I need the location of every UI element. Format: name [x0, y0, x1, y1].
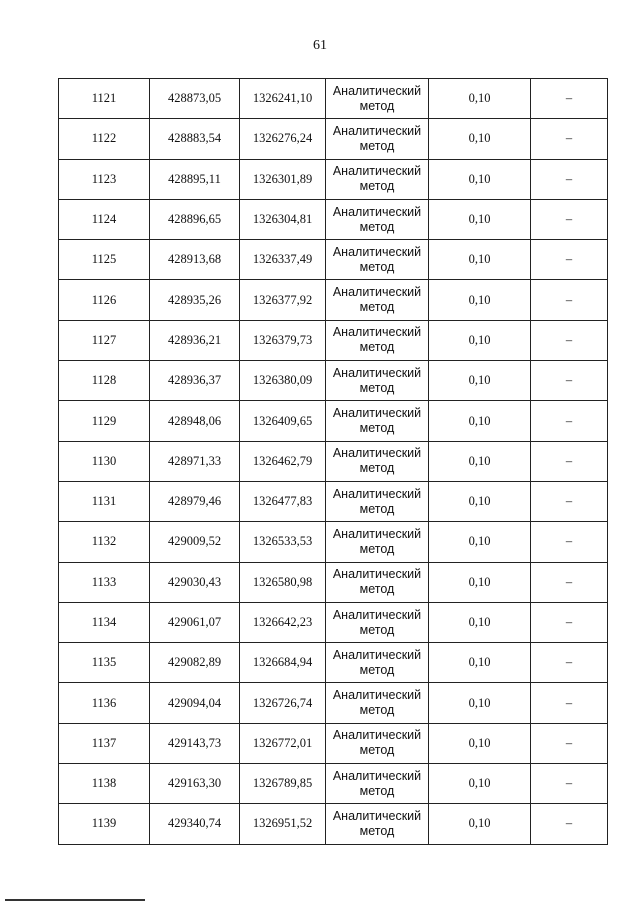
method-text: Аналитический	[332, 486, 422, 501]
note-cell: –	[531, 683, 608, 723]
method-cell	[326, 804, 429, 844]
note-cell: –	[531, 159, 608, 199]
table-row	[59, 643, 608, 683]
method-text: Аналитический	[332, 325, 422, 340]
accuracy-cell: 0,10	[429, 643, 531, 683]
method-text: Аналитический	[332, 607, 422, 622]
method-text: Аналитический	[332, 204, 422, 219]
point-number-cell: 1121	[59, 79, 150, 119]
note-cell: –	[531, 643, 608, 683]
note-cell: –	[531, 602, 608, 642]
point-number-cell: 1122	[59, 119, 150, 159]
coordinate-x-cell: 428948,06	[150, 401, 240, 441]
method-text: метод	[359, 582, 395, 597]
method-cell	[326, 119, 429, 159]
method-text: метод	[359, 138, 395, 153]
point-number-cell: 1130	[59, 441, 150, 481]
coordinate-y-cell: 1326726,74	[240, 683, 326, 723]
note-cell: –	[531, 280, 608, 320]
table-row	[59, 159, 608, 199]
point-number-cell: 1124	[59, 199, 150, 239]
note-cell: –	[531, 481, 608, 521]
accuracy-cell: 0,10	[429, 522, 531, 562]
coordinate-x-cell: 428896,65	[150, 199, 240, 239]
coordinate-y-cell: 1326301,89	[240, 159, 326, 199]
method-text: метод	[359, 219, 395, 234]
note-cell: –	[531, 723, 608, 763]
coordinate-x-cell: 429009,52	[150, 522, 240, 562]
method-text: метод	[359, 380, 395, 395]
coordinate-y-cell: 1326533,53	[240, 522, 326, 562]
coordinate-x-cell: 429094,04	[150, 683, 240, 723]
table-row	[59, 562, 608, 602]
table-row	[59, 199, 608, 239]
coordinate-x-cell: 429030,43	[150, 562, 240, 602]
coordinate-y-cell: 1326642,23	[240, 602, 326, 642]
point-number-cell: 1135	[59, 643, 150, 683]
table-row	[59, 804, 608, 844]
point-number-cell: 1128	[59, 361, 150, 401]
method-text: Аналитический	[332, 244, 422, 259]
note-cell: –	[531, 320, 608, 360]
method-text: метод	[359, 259, 395, 274]
note-cell: –	[531, 361, 608, 401]
accuracy-cell: 0,10	[429, 361, 531, 401]
method-cell	[326, 723, 429, 763]
accuracy-cell: 0,10	[429, 481, 531, 521]
method-cell	[326, 441, 429, 481]
method-cell	[326, 562, 429, 602]
coordinate-y-cell: 1326772,01	[240, 723, 326, 763]
coordinate-x-cell: 428979,46	[150, 481, 240, 521]
accuracy-cell: 0,10	[429, 119, 531, 159]
table-row	[59, 320, 608, 360]
point-number-cell: 1134	[59, 602, 150, 642]
method-text: Аналитический	[332, 567, 422, 582]
method-text: Аналитический	[332, 446, 422, 461]
accuracy-cell: 0,10	[429, 764, 531, 804]
note-cell: –	[531, 199, 608, 239]
method-cell	[326, 522, 429, 562]
note-cell: –	[531, 401, 608, 441]
note-cell: –	[531, 804, 608, 844]
method-text: Аналитический	[332, 688, 422, 703]
coordinates-table-body	[59, 79, 608, 845]
coordinate-y-cell: 1326477,83	[240, 481, 326, 521]
accuracy-cell: 0,10	[429, 723, 531, 763]
method-text: Аналитический	[332, 808, 422, 823]
method-text: метод	[359, 421, 395, 436]
table-row	[59, 602, 608, 642]
table-row	[59, 683, 608, 723]
coordinate-x-cell: 428895,11	[150, 159, 240, 199]
coordinate-y-cell: 1326789,85	[240, 764, 326, 804]
table-row	[59, 481, 608, 521]
note-cell: –	[531, 764, 608, 804]
coordinate-y-cell: 1326462,79	[240, 441, 326, 481]
method-text: метод	[359, 783, 395, 798]
method-cell	[326, 683, 429, 723]
point-number-cell: 1133	[59, 562, 150, 602]
point-number-cell: 1123	[59, 159, 150, 199]
note-cell: –	[531, 79, 608, 119]
method-text: Аналитический	[332, 365, 422, 380]
coordinate-y-cell: 1326276,24	[240, 119, 326, 159]
method-text: метод	[359, 823, 395, 838]
method-text: метод	[359, 622, 395, 637]
method-cell	[326, 643, 429, 683]
method-text: метод	[359, 662, 395, 677]
footer-divider	[5, 899, 145, 901]
accuracy-cell: 0,10	[429, 159, 531, 199]
method-cell	[326, 320, 429, 360]
method-text: Аналитический	[332, 728, 422, 743]
coordinates-table	[58, 78, 608, 845]
accuracy-cell: 0,10	[429, 683, 531, 723]
coordinate-x-cell: 429061,07	[150, 602, 240, 642]
note-cell: –	[531, 240, 608, 280]
method-text: Аналитический	[332, 285, 422, 300]
table-row	[59, 764, 608, 804]
point-number-cell: 1137	[59, 723, 150, 763]
table-row	[59, 280, 608, 320]
method-text: Аналитический	[332, 83, 422, 98]
coordinate-x-cell: 428935,26	[150, 280, 240, 320]
method-cell	[326, 361, 429, 401]
coordinate-x-cell: 428883,54	[150, 119, 240, 159]
method-text: метод	[359, 743, 395, 758]
point-number-cell: 1125	[59, 240, 150, 280]
coordinate-y-cell: 1326684,94	[240, 643, 326, 683]
method-text: метод	[359, 98, 395, 113]
point-number-cell: 1127	[59, 320, 150, 360]
table-row	[59, 441, 608, 481]
table-row	[59, 79, 608, 119]
method-cell	[326, 764, 429, 804]
point-number-cell: 1136	[59, 683, 150, 723]
point-number-cell: 1138	[59, 764, 150, 804]
method-text: Аналитический	[332, 768, 422, 783]
table-row	[59, 240, 608, 280]
method-text: метод	[359, 340, 395, 355]
method-text: Аналитический	[332, 164, 422, 179]
note-cell: –	[531, 441, 608, 481]
method-text: Аналитический	[332, 123, 422, 138]
accuracy-cell: 0,10	[429, 280, 531, 320]
coordinate-x-cell: 428971,33	[150, 441, 240, 481]
table-row	[59, 119, 608, 159]
coordinate-y-cell: 1326337,49	[240, 240, 326, 280]
coordinate-y-cell: 1326377,92	[240, 280, 326, 320]
accuracy-cell: 0,10	[429, 441, 531, 481]
point-number-cell: 1129	[59, 401, 150, 441]
accuracy-cell: 0,10	[429, 199, 531, 239]
method-cell	[326, 79, 429, 119]
page-number: 61	[313, 38, 327, 53]
method-text: Аналитический	[332, 526, 422, 541]
table-row	[59, 401, 608, 441]
table-row	[59, 522, 608, 562]
method-text: метод	[359, 461, 395, 476]
method-text: метод	[359, 179, 395, 194]
point-number-cell: 1131	[59, 481, 150, 521]
coordinate-x-cell: 428913,68	[150, 240, 240, 280]
method-cell	[326, 401, 429, 441]
point-number-cell: 1139	[59, 804, 150, 844]
accuracy-cell: 0,10	[429, 562, 531, 602]
coordinate-y-cell: 1326304,81	[240, 199, 326, 239]
note-cell: –	[531, 119, 608, 159]
coordinate-x-cell: 429163,30	[150, 764, 240, 804]
method-text: метод	[359, 300, 395, 315]
table-row	[59, 723, 608, 763]
method-cell	[326, 240, 429, 280]
coordinate-y-cell: 1326580,98	[240, 562, 326, 602]
accuracy-cell: 0,10	[429, 79, 531, 119]
coordinate-y-cell: 1326241,10	[240, 79, 326, 119]
note-cell: –	[531, 562, 608, 602]
method-cell	[326, 602, 429, 642]
point-number-cell: 1132	[59, 522, 150, 562]
coordinate-y-cell: 1326379,73	[240, 320, 326, 360]
coordinate-x-cell: 429143,73	[150, 723, 240, 763]
coordinate-x-cell: 428936,21	[150, 320, 240, 360]
accuracy-cell: 0,10	[429, 804, 531, 844]
point-number-cell: 1126	[59, 280, 150, 320]
accuracy-cell: 0,10	[429, 240, 531, 280]
coordinate-x-cell: 429340,74	[150, 804, 240, 844]
accuracy-cell: 0,10	[429, 401, 531, 441]
coordinate-x-cell: 429082,89	[150, 643, 240, 683]
note-cell: –	[531, 522, 608, 562]
coordinate-x-cell: 428936,37	[150, 361, 240, 401]
method-text: метод	[359, 501, 395, 516]
method-cell	[326, 199, 429, 239]
method-cell	[326, 280, 429, 320]
coordinate-y-cell: 1326409,65	[240, 401, 326, 441]
coordinate-y-cell: 1326951,52	[240, 804, 326, 844]
method-text: метод	[359, 703, 395, 718]
accuracy-cell: 0,10	[429, 320, 531, 360]
method-text: Аналитический	[332, 406, 422, 421]
method-text: Аналитический	[332, 647, 422, 662]
method-cell	[326, 481, 429, 521]
accuracy-cell: 0,10	[429, 602, 531, 642]
coordinate-x-cell: 428873,05	[150, 79, 240, 119]
method-cell	[326, 159, 429, 199]
method-text: метод	[359, 541, 395, 556]
table-row	[59, 361, 608, 401]
coordinate-y-cell: 1326380,09	[240, 361, 326, 401]
